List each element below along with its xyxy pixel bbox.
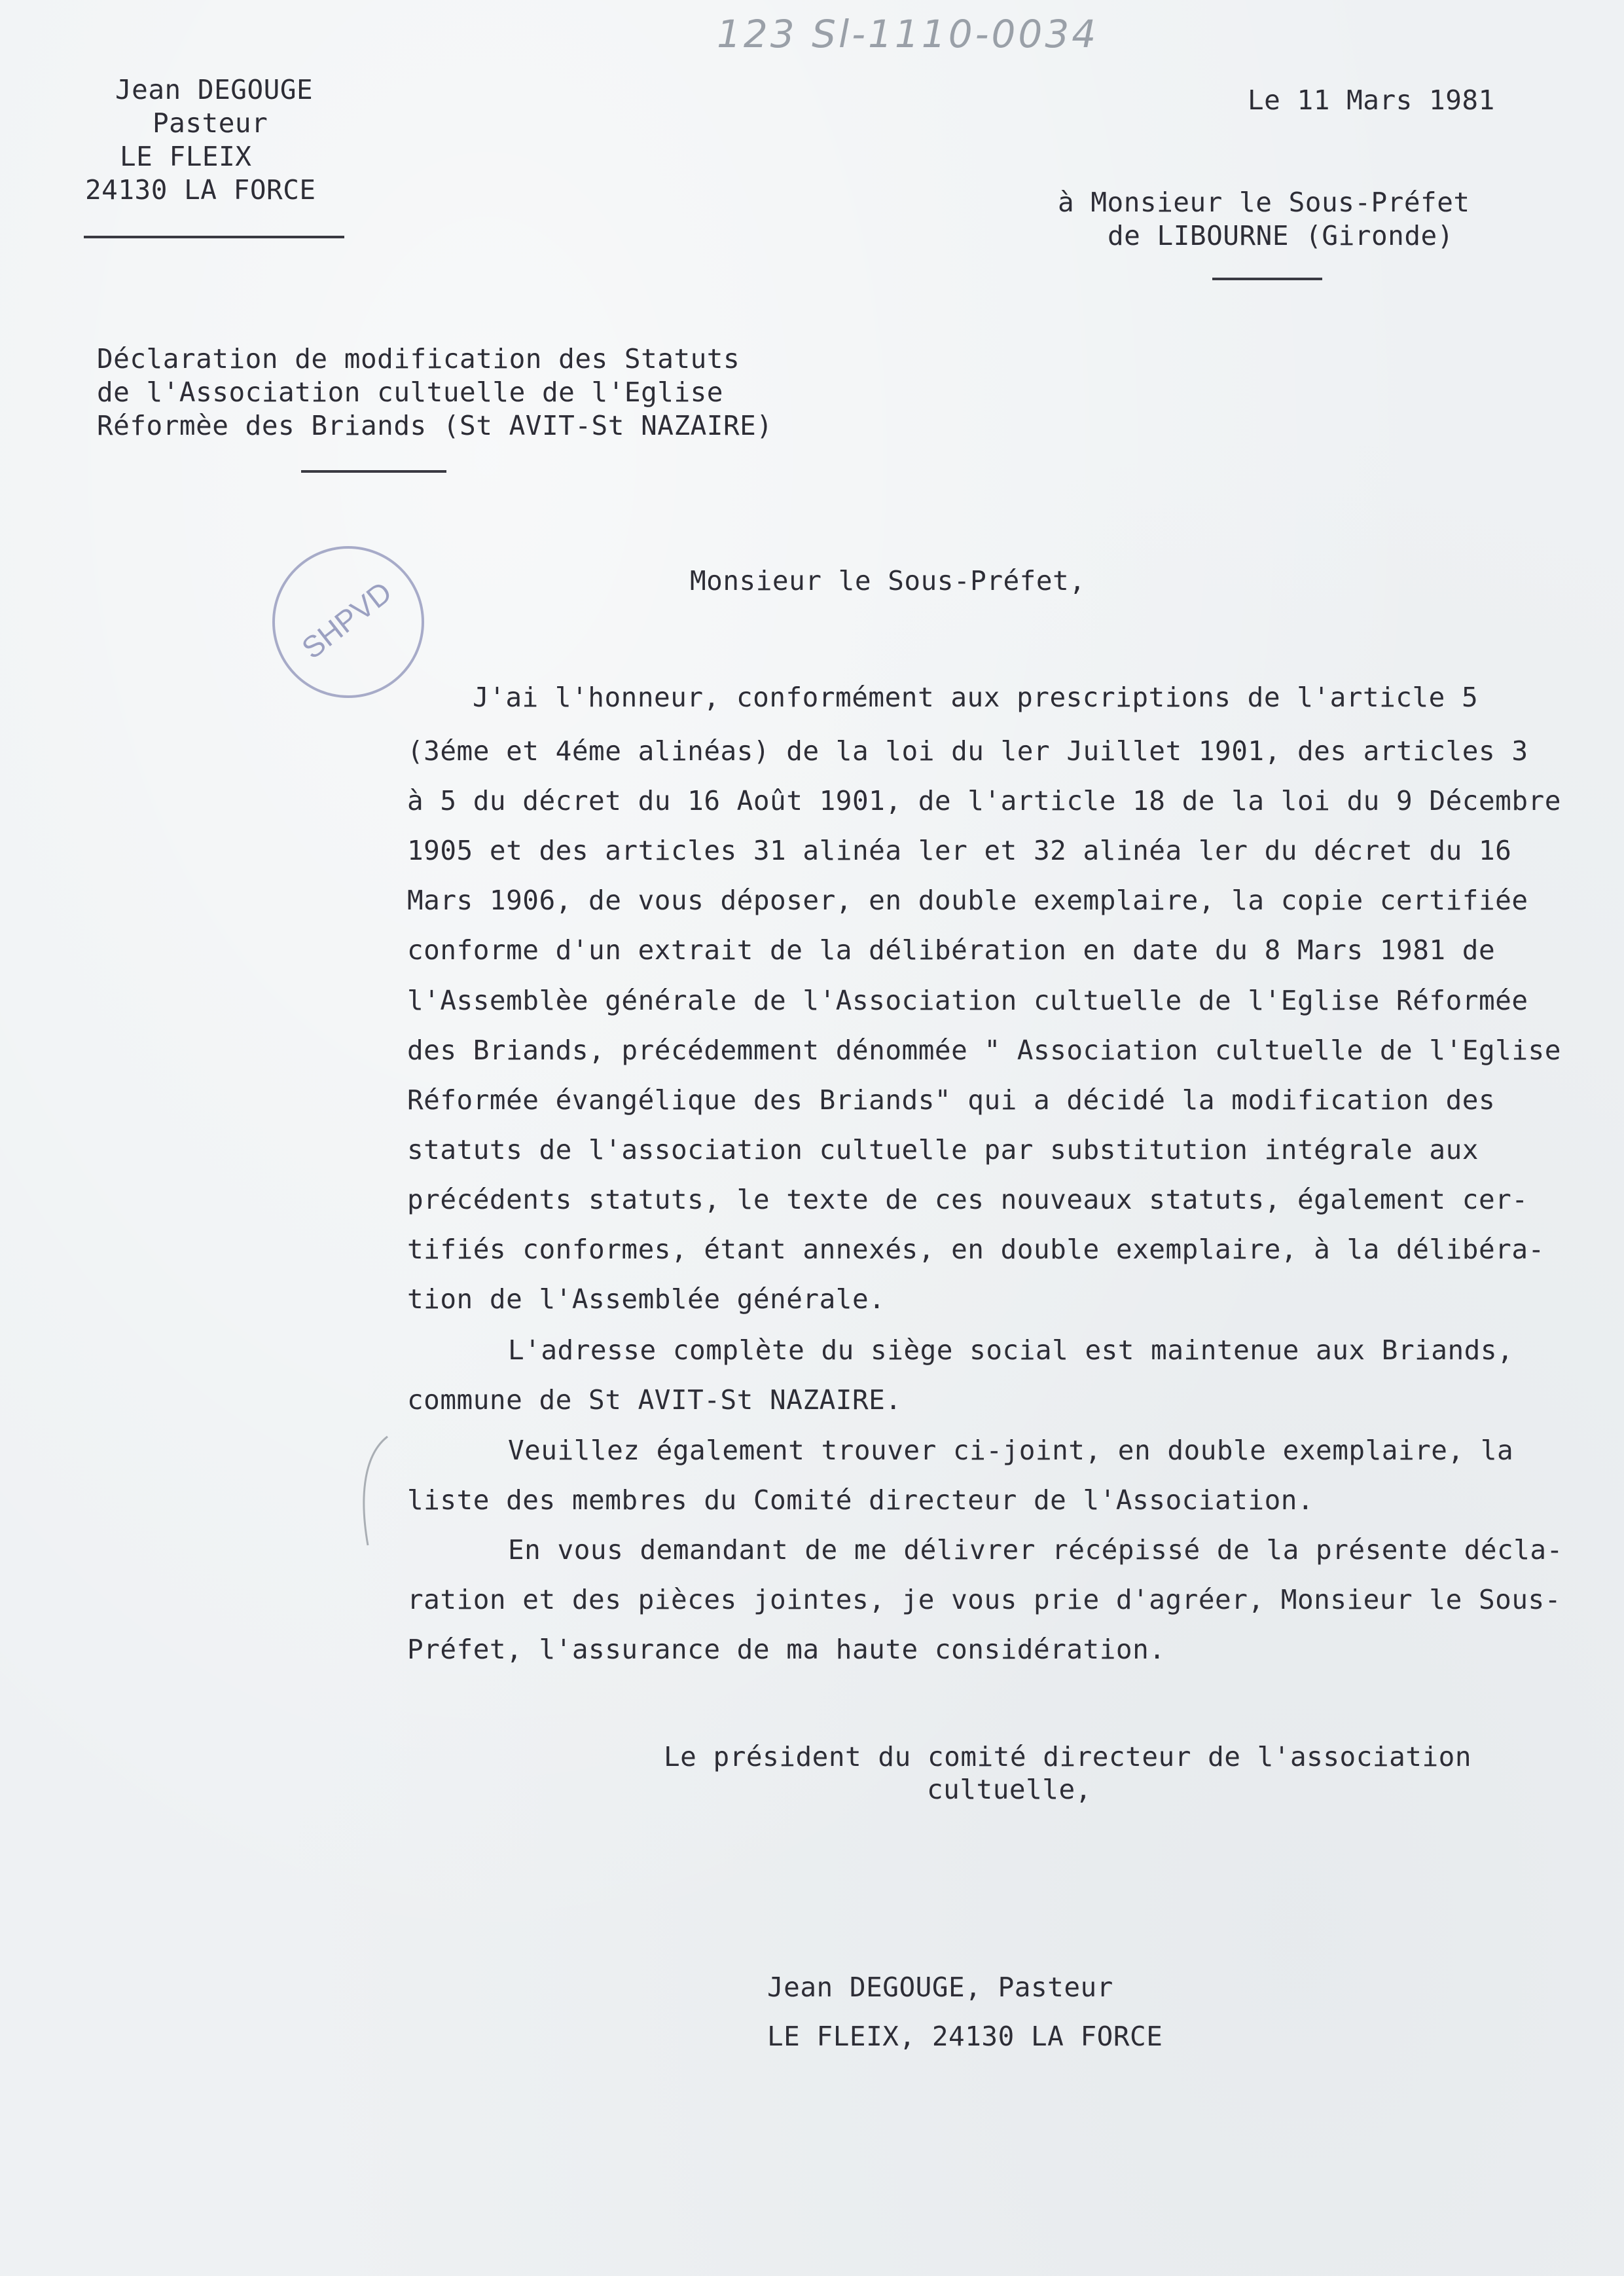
body-line: L'adresse complète du siège social est maintenue aux Briands,: [508, 1334, 1514, 1366]
subject-line-2: de l'Association cultuelle de l'Eglise: [97, 376, 723, 408]
body-line: statuts de l'association cultuelle par substitution intégrale aux: [407, 1134, 1479, 1166]
body-line: J'ai l'honneur, conformément aux prescriptions de l'article 5: [473, 682, 1479, 713]
letter-date: Le 11 Mars 1981: [1248, 84, 1495, 116]
pencil-margin-mark: [353, 1434, 393, 1552]
sender-title: Pasteur: [153, 107, 268, 139]
body-line: Mars 1906, de vous déposer, en double exemplaire, la copie certifiée: [407, 885, 1528, 916]
body-line: Réformée évangélique des Briands" qui a décidé la modification des: [407, 1084, 1496, 1116]
sender-postal: 24130 LA FORCE: [85, 174, 316, 206]
body-line: commune de St AVIT-St NAZAIRE.: [407, 1384, 902, 1416]
subject-line-3: Réformèe des Briands (St AVIT-St NAZAIRE): [97, 410, 773, 441]
body-line: Préfet, l'assurance de ma haute considération.: [407, 1634, 1166, 1665]
body-line: 1905 et des articles 31 alinéa ler et 32 alinéa ler du décret du 16: [407, 835, 1512, 866]
body-line: ration et des pièces jointes, je vous prie d'agréer, Monsieur le Sous-: [407, 1584, 1561, 1615]
body-line: (3éme et 4éme alinéas) de la loi du ler Juillet 1901, des articles 3: [407, 735, 1528, 767]
body-line: l'Assemblèe générale de l'Association cultuelle de l'Eglise Réformée: [407, 985, 1528, 1016]
salutation: Monsieur le Sous-Préfet,: [690, 565, 1086, 597]
body-line: tion de l'Assemblée générale.: [407, 1283, 886, 1315]
body-line: tifiés conformes, étant annexés, en double exemplaire, à la délibéra-: [407, 1234, 1545, 1265]
sender-name: Jean DEGOUGE: [115, 74, 314, 105]
recipient-line-2: de LIBOURNE (Gironde): [1108, 220, 1454, 251]
recipient-line-1: à Monsieur le Sous-Préfet: [1058, 187, 1470, 218]
body-line: conforme d'un extrait de la délibération en date du 8 Mars 1981 de: [407, 934, 1496, 966]
body-line: des Briands, précédemment dénommée " Association cultuelle de l'Eglise: [407, 1035, 1561, 1066]
stamp-label: SHPVD: [295, 574, 398, 666]
sender-town: LE FLEIX: [120, 141, 252, 172]
closing-line-2: cultuelle,: [927, 1774, 1092, 1805]
signature-address: LE FLEIX, 24130 LA FORCE: [767, 2021, 1163, 2052]
signature-name: Jean DEGOUGE, Pasteur: [767, 1972, 1113, 2003]
body-line: précédents statuts, le texte de ces nouveaux statuts, également cer-: [407, 1184, 1528, 1215]
archive-reference: 123 Sl-1110-0034: [717, 12, 1099, 56]
body-line: à 5 du décret du 16 Août 1901, de l'article 18 de la loi du 9 Décembre: [407, 785, 1561, 817]
body-line: Veuillez également trouver ci-joint, en double exemplaire, la: [508, 1435, 1514, 1466]
body-line: liste des membres du Comité directeur de l'Association.: [407, 1484, 1314, 1516]
closing-line-1: Le président du comité directeur de l'association: [664, 1741, 1472, 1772]
body-line: En vous demandant de me délivrer récépissé de la présente décla-: [508, 1534, 1563, 1566]
subject-line-1: Déclaration de modification des Statuts: [97, 343, 740, 375]
